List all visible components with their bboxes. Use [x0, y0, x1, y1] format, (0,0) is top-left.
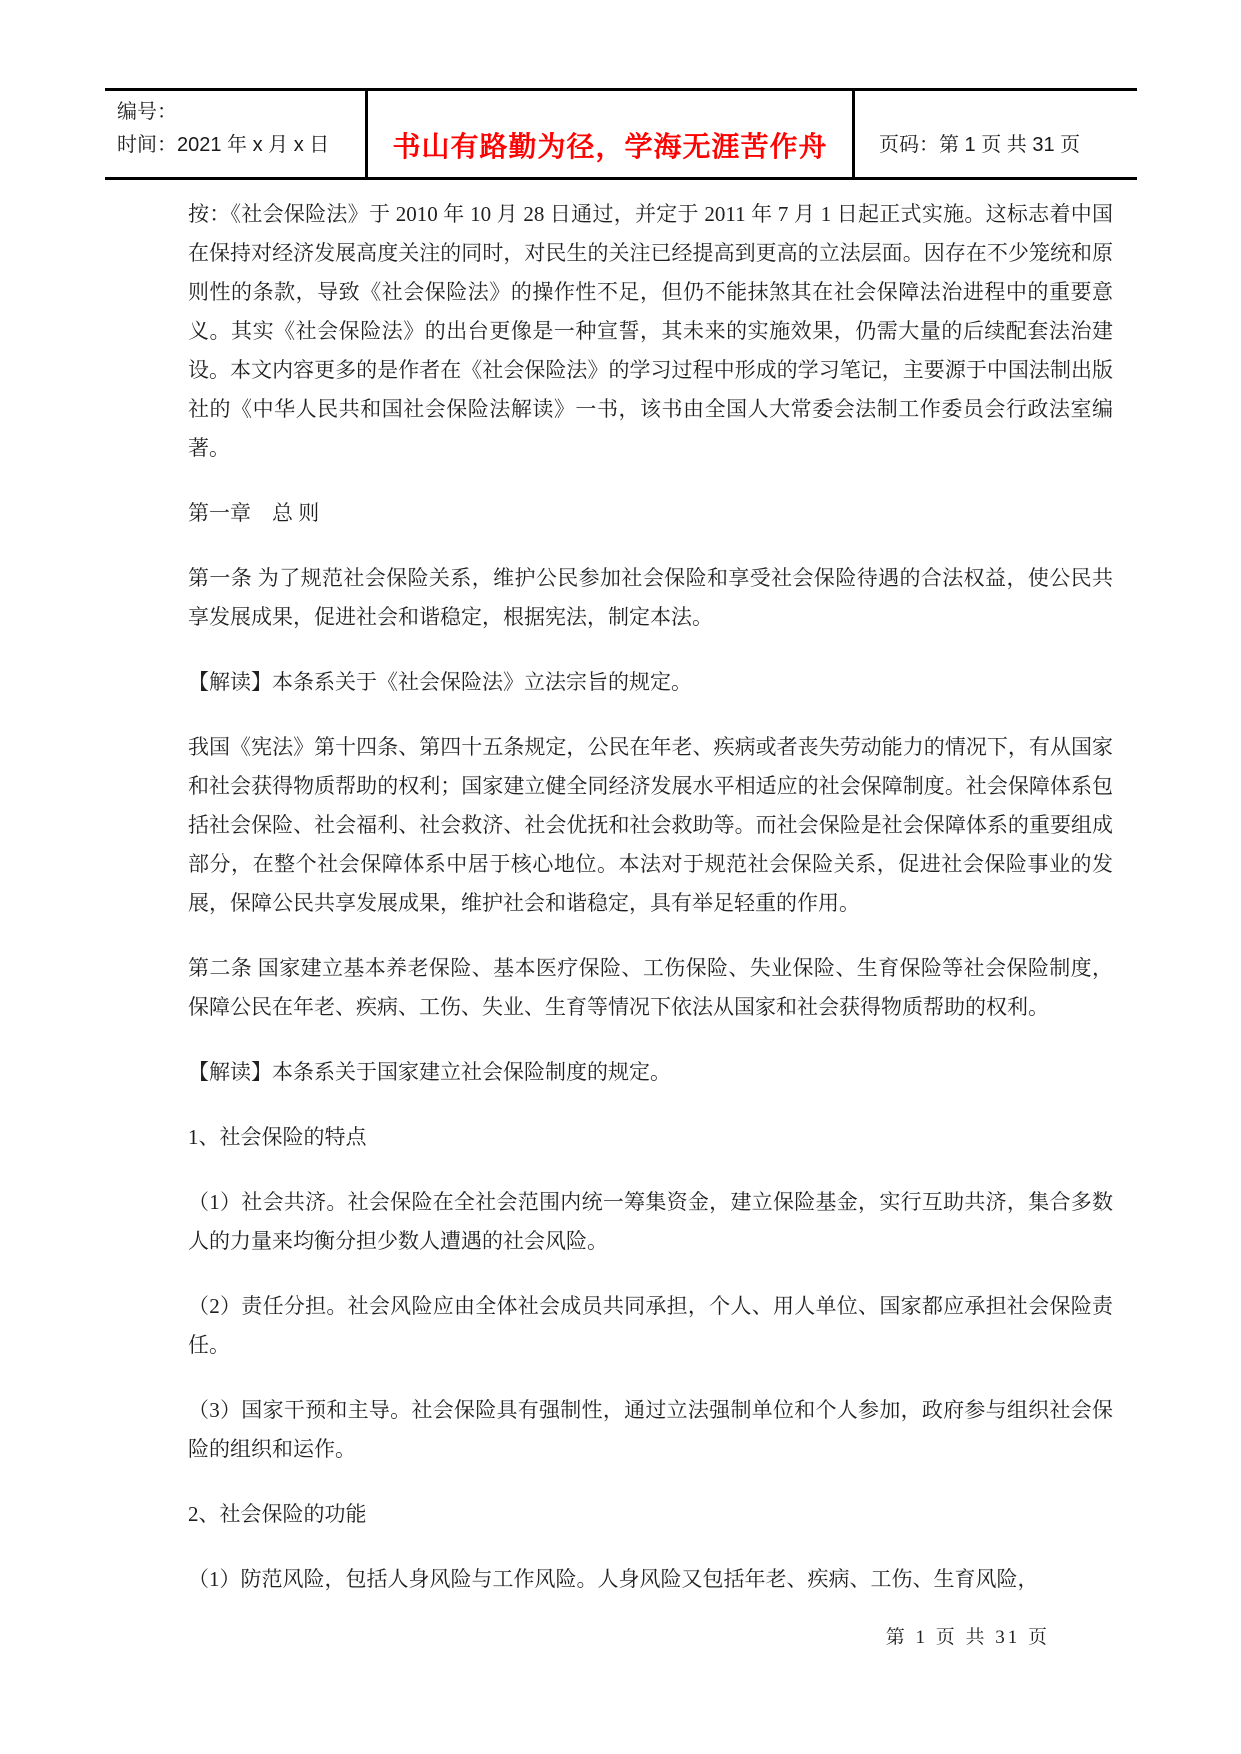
paragraph-article-1: 第一条 为了规范社会保险关系，维护公民参加社会保险和享受社会保险待遇的合法权益，使公民共享发展成果，促进社会和谐稳定，根据宪法，制定本法。 — [188, 566, 1113, 629]
paragraph-intro: 按：《社会保险法》于 2010 年 10 月 28 日通过，并定于 2011 年 7 月 1 日起正式实施。这标志着中国在保持对经济发展高度关注的同时，对民生的关注已经提高到更高的立法层面。因存在不少笼统和原则性的条款，导致《社会保险法》的操作性不足，但仍不能抹煞其在社会保障法治进程中的重要意义。其实《社会保险法》的出台更像是一种宣誓，其未来的实施效果，仍需大量的后续配套法治建设。本文内容更多的是作者在《社会保险法》的学习过程中形成的学习笔记，主要源于中国法制出版社的《中华人民共和国社会保险法解读》一书，该书由全国人大常委会法制工作委员会行政法室编著。 — [188, 202, 1113, 460]
page-number-value: 第 1 页 共 31 页 — [939, 133, 1081, 156]
list-item-1: （1）社会共济。社会保险在全社会范围内统一筹集资金，建立保险基金，实行互助共济，集合多数人的力量来均衡分担少数人遭遇的社会风险。 — [188, 1190, 1113, 1253]
page-number-label: 页码： — [879, 133, 939, 156]
header-cell-page-number — [855, 91, 1137, 177]
list-item-3: （3）国家干预和主导。社会保险具有强制性，通过立法强制单位和个人参加，政府参与组织社会保险的组织和运作。 — [188, 1398, 1113, 1461]
header-cell-slogan — [368, 91, 855, 177]
slogan-text: 书山有路勤为径，学海无涯苦作舟 — [392, 131, 828, 162]
list-item-2: （2）责任分担。社会风险应由全体社会成员共同承担，个人、用人单位、国家都应承担社会保险责任。 — [188, 1294, 1113, 1357]
document-body — [188, 182, 1113, 1625]
paragraph-interpretation-1: 【解读】本条系关于《社会保险法》立法宗旨的规定。 — [188, 670, 692, 694]
list-heading-features: 1、社会保险的特点 — [188, 1125, 367, 1149]
paragraph-constitution: 我国《宪法》第十四条、第四十五条规定，公民在年老、疾病或者丧失劳动能力的情况下，有从国家和社会获得物质帮助的权利；国家建立健全同经济发展水平相适应的社会保障制度。社会保障体系包括社会保险、社会福利、社会救济、社会优抚和社会救助等。而社会保险是社会保障体系的重要组成部分，在整个社会保障体系中居于核心地位。本法对于规范社会保险关系，促进社会保险事业的发展，保障公民共享发展成果，维护社会和谐稳定，具有举足轻重的作用。 — [188, 735, 1113, 915]
chapter-heading: 第一章 总 则 — [188, 501, 320, 525]
paragraph-interpretation-2: 【解读】本条系关于国家建立社会保险制度的规定。 — [188, 1060, 671, 1084]
paragraph-article-2: 第二条 国家建立基本养老保险、基本医疗保险、工伤保险、失业保险、生育保险等社会保险制度，保障公民在年老、疾病、工伤、失业、生育等情况下依法从国家和社会获得物质帮助的权利。 — [188, 956, 1113, 1019]
footer-page-indicator: 第 1 页 共 31 页 — [885, 1627, 1050, 1648]
list-item-functions-1: （1）防范风险，包括人身风险与工作风险。人身风险又包括年老、疾病、工伤、生育风险， — [188, 1567, 1039, 1591]
doc-number-label: 编号： — [117, 101, 177, 123]
header-table — [105, 88, 1137, 180]
list-heading-functions: 2、社会保险的功能 — [188, 1502, 367, 1526]
header-cell-meta — [105, 91, 368, 177]
doc-date-label: 时间：2021 年 x 月 x 日 — [117, 134, 330, 156]
